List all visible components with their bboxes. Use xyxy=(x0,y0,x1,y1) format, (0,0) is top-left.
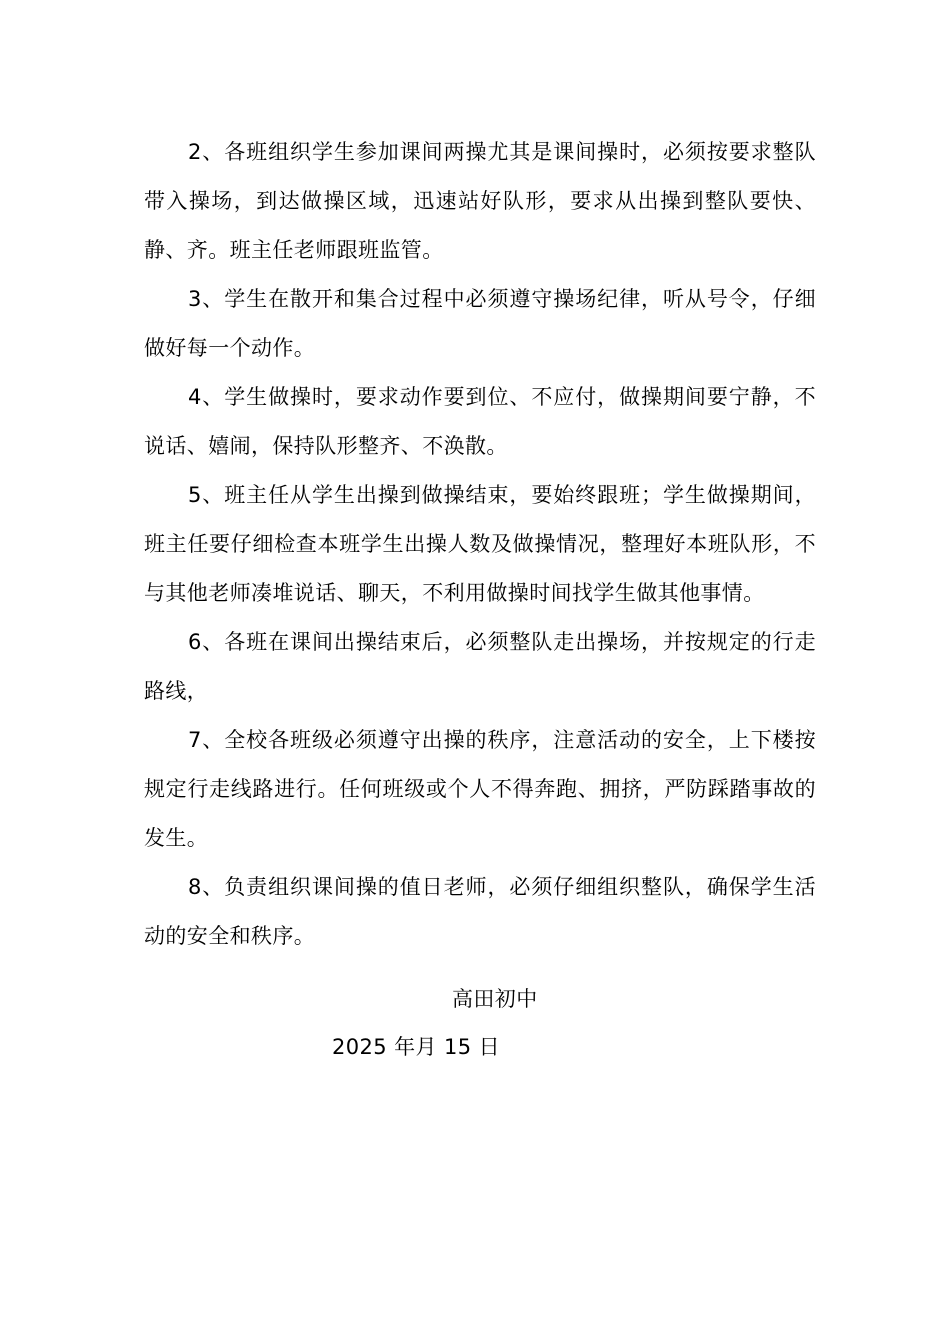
paragraph-item-3: 3、学生在散开和集合过程中必须遵守操场纪律，听从号令，仔细做好每一个动作。 xyxy=(144,287,816,360)
signer-name: 高田初中 xyxy=(452,987,538,1011)
signature-date: 2025 年月 15 日 xyxy=(332,1035,500,1059)
paragraph-item-8: 8、负责组织课间操的值日老师，必须仔细组织整队，确保学生活动的安全和秩序。 xyxy=(144,875,816,948)
paragraph-item-5: 5、班主任从学生出操到做操结束，要始终跟班；学生做操期间，班主任要仔细检查本班学生出操人数及做操情况，整理好本班队形，不与其他老师凑堆说话、聊天，不利用做操时间找学生做其他事情。 xyxy=(144,483,816,605)
paragraph-item-6: 6、各班在课间出操结束后，必须整队走出操场，并按规定的行走路线， xyxy=(144,630,816,703)
paragraph-item-2: 2、各班组织学生参加课间两操尤其是课间操时，必须按要求整队带入操场，到达做操区域，迅速站好队形，要求从出操到整队要快、静、齐。班主任老师跟班监管。 xyxy=(144,140,816,262)
document-body xyxy=(144,128,816,961)
paragraph-item-4: 4、学生做操时，要求动作要到位、不应付，做操期间要宁静，不说话、嬉闹，保持队形整齐、不涣散。 xyxy=(144,385,816,458)
paragraph-item-7: 7、全校各班级必须遵守出操的秩序，注意活动的安全，上下楼按规定行走线路进行。任何班级或个人不得奔跑、拥挤，严防踩踏事故的发生。 xyxy=(144,728,816,850)
